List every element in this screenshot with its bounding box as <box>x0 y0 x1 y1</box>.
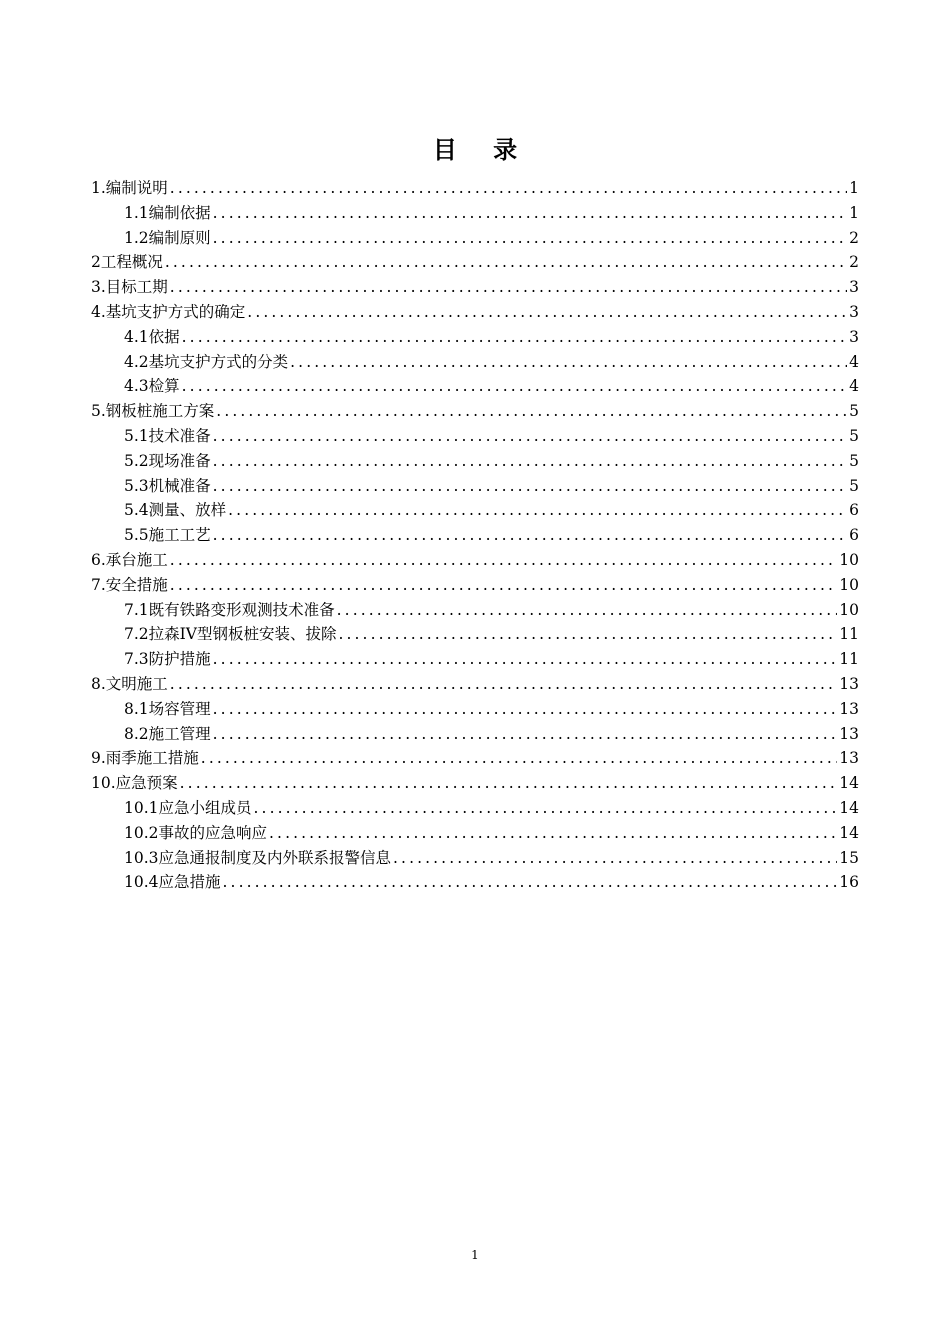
dot-leader <box>213 226 847 251</box>
dot-leader <box>338 622 837 647</box>
toc-entry[interactable] <box>91 821 859 846</box>
toc-entry[interactable] <box>91 870 859 895</box>
toc-entry-label: 8.1场容管理 <box>124 699 211 718</box>
toc-entry-label: 10.1应急小组成员 <box>124 798 252 817</box>
dot-leader <box>213 424 847 449</box>
dot-leader <box>170 275 847 300</box>
toc-entry-page-number: 3 <box>849 278 859 297</box>
dot-leader <box>213 449 847 474</box>
toc-entry-label: 8.文明施工 <box>91 674 168 693</box>
dot-leader <box>213 523 847 548</box>
toc-entry-label: 5.1技术准备 <box>124 426 211 445</box>
dot-leader <box>213 474 847 499</box>
toc-entry-label: 4.1依据 <box>124 327 180 346</box>
toc-entry-page-number: 13 <box>839 674 859 693</box>
toc-entry[interactable] <box>91 647 859 672</box>
toc-entry-label: 7.2拉森IV型钢板桩安装、拔除 <box>124 625 337 644</box>
dot-leader <box>228 498 847 523</box>
dot-leader <box>213 697 838 722</box>
toc-entry[interactable] <box>91 746 859 771</box>
table-of-contents <box>91 176 859 895</box>
toc-entry[interactable] <box>91 672 859 697</box>
toc-entry-page-number: 5 <box>849 451 859 470</box>
dot-leader <box>223 870 838 895</box>
toc-entry-page-number: 6 <box>849 526 859 545</box>
toc-entry[interactable] <box>91 498 859 523</box>
toc-entry-label: 10.3应急通报制度及内外联系报警信息 <box>124 848 392 867</box>
toc-entry[interactable] <box>91 374 859 399</box>
toc-entry-label: 5.钢板桩施工方案 <box>91 402 215 421</box>
dot-leader <box>213 201 847 226</box>
toc-entry-page-number: 10 <box>839 550 859 569</box>
toc-entry-page-number: 2 <box>849 253 859 272</box>
toc-entry-page-number: 13 <box>839 724 859 743</box>
dot-leader <box>165 250 847 275</box>
toc-entry-label: 1.2编制原则 <box>124 228 211 247</box>
dot-leader <box>170 176 847 201</box>
toc-entry-page-number: 16 <box>839 873 859 892</box>
toc-entry-page-number: 11 <box>839 625 859 644</box>
toc-entry-label: 10.4应急措施 <box>124 873 221 892</box>
toc-entry-page-number: 5 <box>849 476 859 495</box>
toc-title: 目 录 <box>432 135 532 164</box>
toc-entry-label: 5.5施工工艺 <box>124 526 211 545</box>
dot-leader <box>216 399 847 424</box>
toc-entry[interactable] <box>91 523 859 548</box>
toc-entry[interactable] <box>91 548 859 573</box>
toc-entry[interactable] <box>91 722 859 747</box>
toc-entry-page-number: 4 <box>849 377 859 396</box>
toc-entry-page-number: 13 <box>839 749 859 768</box>
toc-entry-label: 4.基坑支护方式的确定 <box>91 302 246 321</box>
dot-leader <box>213 722 838 747</box>
dot-leader <box>180 771 838 796</box>
toc-entry[interactable] <box>91 796 859 821</box>
toc-entry[interactable] <box>91 201 859 226</box>
dot-leader <box>269 821 837 846</box>
toc-entry-page-number: 14 <box>839 774 859 793</box>
toc-entry[interactable] <box>91 325 859 350</box>
toc-entry-page-number: 10 <box>839 600 859 619</box>
dot-leader <box>247 300 847 325</box>
toc-entry[interactable] <box>91 598 859 623</box>
toc-entry-label: 1.1编制依据 <box>124 203 211 222</box>
toc-entry[interactable] <box>91 846 859 871</box>
dot-leader <box>170 672 837 697</box>
toc-entry-label: 5.2现场准备 <box>124 451 211 470</box>
toc-entry-label: 7.安全措施 <box>91 575 168 594</box>
toc-entry-label: 7.1既有铁路变形观测技术准备 <box>124 600 335 619</box>
dot-leader <box>213 647 838 672</box>
page-number: 1 <box>471 1248 479 1262</box>
toc-entry-label: 10.应急预案 <box>91 774 178 793</box>
toc-entry[interactable] <box>91 275 859 300</box>
toc-entry[interactable] <box>91 474 859 499</box>
toc-entry[interactable] <box>91 226 859 251</box>
toc-entry-label: 4.2基坑支护方式的分类 <box>124 352 289 371</box>
toc-entry-page-number: 2 <box>849 228 859 247</box>
toc-entry[interactable] <box>91 697 859 722</box>
toc-entry-page-number: 3 <box>849 302 859 321</box>
dot-leader <box>337 598 838 623</box>
toc-entry-page-number: 4 <box>849 352 859 371</box>
toc-entry[interactable] <box>91 350 859 375</box>
toc-entry-page-number: 1 <box>849 179 859 197</box>
dot-leader <box>182 325 847 350</box>
toc-entry[interactable] <box>91 449 859 474</box>
toc-entry-label: 5.3机械准备 <box>124 476 211 495</box>
toc-entry-page-number: 1 <box>849 203 859 222</box>
toc-entry-label: 9.雨季施工措施 <box>91 749 199 768</box>
toc-entry-label: 1.编制说明 <box>91 179 168 197</box>
toc-entry-page-number: 11 <box>839 650 859 669</box>
dot-leader <box>290 350 847 375</box>
toc-entry-page-number: 10 <box>839 575 859 594</box>
dot-leader <box>170 548 837 573</box>
toc-entry-page-number: 5 <box>849 426 859 445</box>
dot-leader <box>201 746 837 771</box>
toc-entry-label: 7.3防护措施 <box>124 650 211 669</box>
toc-entry[interactable] <box>91 424 859 449</box>
toc-entry-page-number: 15 <box>839 848 859 867</box>
dot-leader <box>393 846 837 871</box>
dot-leader <box>254 796 838 821</box>
toc-entry-page-number: 14 <box>839 798 859 817</box>
toc-entry-label: 5.4测量、放样 <box>124 501 227 520</box>
toc-entry-page-number: 3 <box>849 327 859 346</box>
toc-entry[interactable] <box>91 176 859 201</box>
toc-entry[interactable] <box>91 771 859 796</box>
toc-entry-label: 4.3检算 <box>124 377 180 396</box>
toc-entry-label: 10.2事故的应急响应 <box>124 823 268 842</box>
dot-leader <box>182 374 847 399</box>
toc-entry-label: 6.承台施工 <box>91 550 168 569</box>
toc-entry-label: 2工程概况 <box>91 253 163 272</box>
toc-entry-label: 3.目标工期 <box>91 278 168 297</box>
toc-entry[interactable] <box>91 250 859 275</box>
toc-entry-page-number: 5 <box>849 402 859 421</box>
dot-leader <box>170 573 837 598</box>
toc-entry[interactable] <box>91 399 859 424</box>
toc-entry-label: 8.2施工管理 <box>124 724 211 743</box>
toc-entry-page-number: 6 <box>849 501 859 520</box>
toc-entry[interactable] <box>91 622 859 647</box>
toc-entry[interactable] <box>91 300 859 325</box>
toc-entry-page-number: 13 <box>839 699 859 718</box>
toc-entry-page-number: 14 <box>839 823 859 842</box>
toc-entry[interactable] <box>91 573 859 598</box>
